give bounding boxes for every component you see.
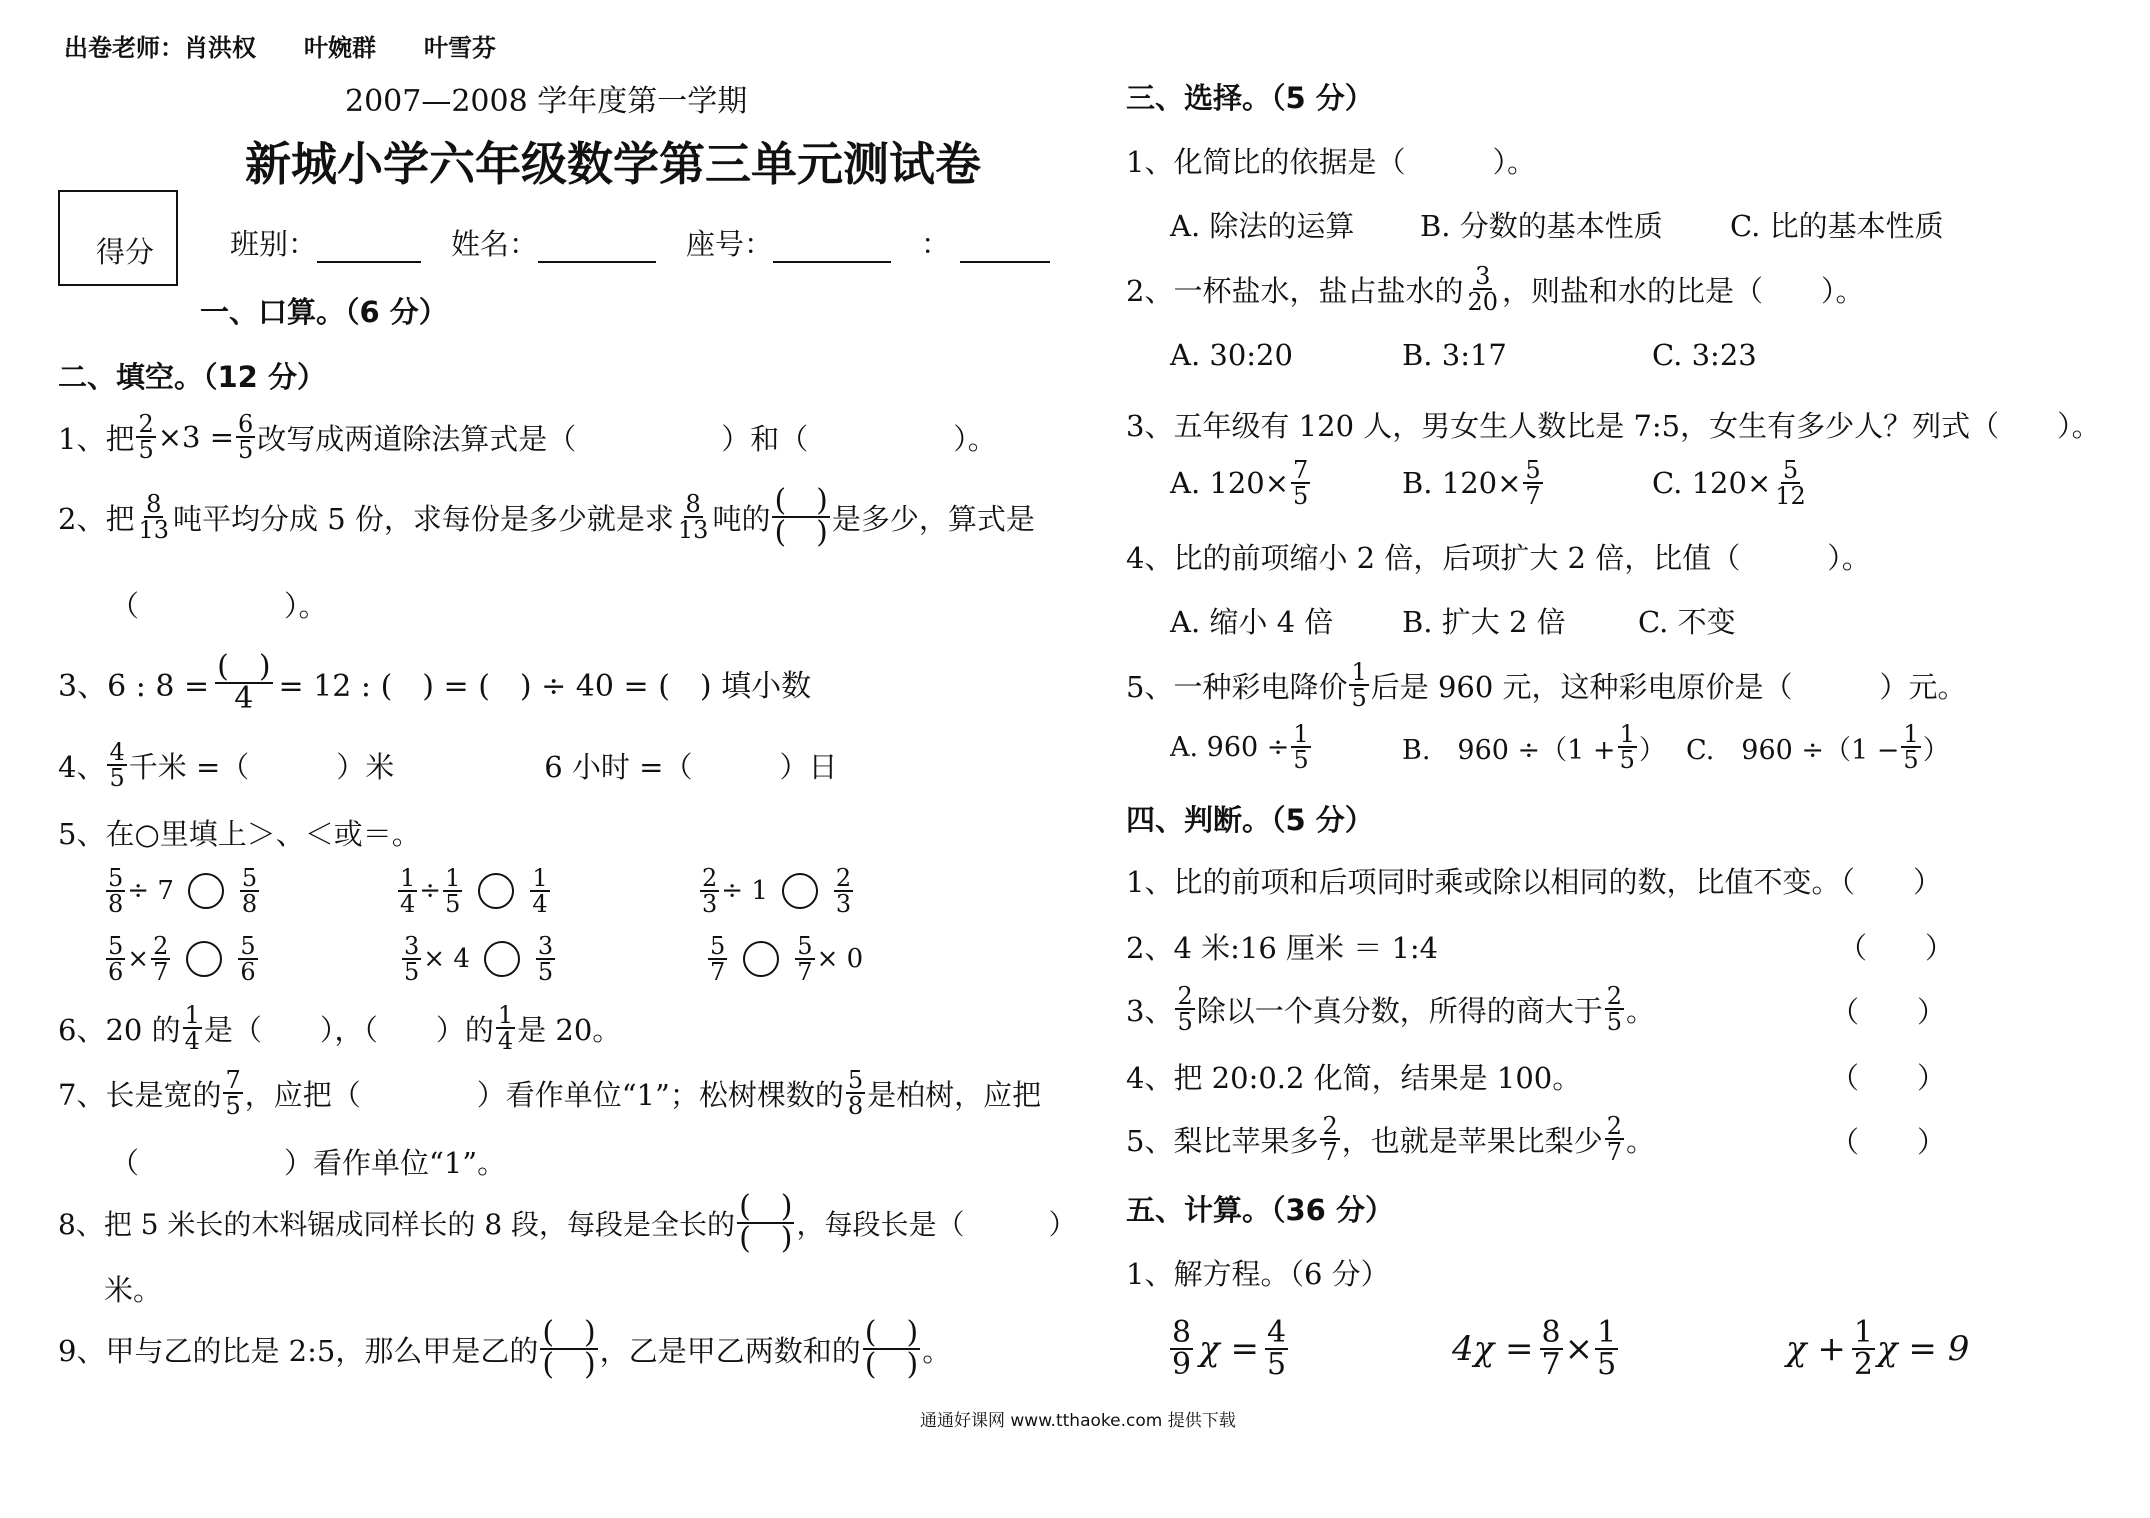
fraction: $\frac{2}{5}$: [1177, 982, 1193, 1036]
judge-q1: 1、比的前项和后项同时乘或除以相同的数，比值不变。（ ）: [1126, 865, 1942, 899]
judge-q2-paren[interactable]: （ ）: [1838, 931, 1955, 965]
option-b[interactable]: B. 扩大 2 倍: [1402, 605, 1566, 639]
judge-q4: 4、把 20:0.2 化简，结果是 100。: [1126, 1061, 1582, 1095]
page-title: 新城小学六年级数学第三单元测试卷: [245, 137, 981, 191]
seat-label: 座号：: [686, 227, 774, 261]
fraction: $\frac{8}{9}$: [1172, 1315, 1192, 1382]
equation-2: 4χ = $\frac{8}{7}$ × $\frac{1}{5}$: [1452, 1315, 1617, 1382]
answer-circle[interactable]: [782, 873, 818, 909]
judge-q4-paren[interactable]: （ ）: [1830, 1061, 1947, 1095]
judge-q5-paren[interactable]: （ ）: [1830, 1125, 1947, 1159]
choice-q5-options: [1170, 722, 1950, 772]
fraction: $\frac{2}{7}$: [1322, 1112, 1338, 1166]
calc-q1: 1、解方程。（6 分）: [1126, 1257, 1390, 1291]
judge-q3: 3、 $\frac{2}{5}$ 除以一个真分数，所得的商大于 $\frac{2}{5}$ 。: [1126, 982, 1656, 1036]
seat-field[interactable]: [773, 231, 891, 263]
judge-q2: 2、4 米:16 厘米 ＝ 1:4: [1126, 931, 1439, 965]
compare-item: $\frac{1}{4}$ ÷ $\frac{1}{5}$ $\frac{1}{4}$: [400, 864, 548, 918]
choice-q2-options: [1170, 338, 1757, 372]
judge-q3-paren[interactable]: （ ）: [1830, 995, 1947, 1029]
fraction: $\frac{4}{5}$: [109, 738, 125, 792]
judge-q5: 5、梨比苹果多 $\frac{2}{7}$ ，也就是苹果比梨少 $\frac{2}{7}$ 。: [1126, 1112, 1656, 1166]
option-a[interactable]: A. 缩小 4 倍: [1170, 605, 1334, 639]
choice-q4-options: [1170, 600, 1736, 641]
name-field[interactable]: [538, 231, 656, 263]
option-b[interactable]: B. 120× $\frac{5}{7}$: [1402, 456, 1541, 510]
compare-item: $\frac{3}{5}$ × 4 $\frac{3}{5}$: [404, 932, 554, 986]
fraction: $\frac{1}{2}$: [1853, 1315, 1873, 1382]
fill-q8: 8、把 5 米长的木料锯成同样长的 8 段，每段是全长的 $\frac{( )}{( )}$ ，每段长是（ ）: [58, 1189, 1077, 1256]
fraction: $\frac{2}{7}$: [1606, 1112, 1623, 1166]
score-box: [58, 190, 178, 286]
compare-item: $\frac{5}{8}$ ÷ 7 $\frac{5}{8}$: [108, 864, 258, 918]
fraction: $\frac{3}{20}$: [1467, 262, 1498, 316]
choice-q4: 4、比的前项缩小 2 倍，后项扩大 2 倍，比值（ ）。: [1126, 541, 1871, 575]
term-line: 2007—2008 学年度第一学期: [345, 84, 748, 119]
teachers-line: 出卷老师：肖洪权 叶婉群 叶雪芬: [64, 34, 496, 62]
option-c[interactable]: C. 不变: [1638, 605, 1736, 639]
blank-fraction[interactable]: $\frac{( )}{( )}$: [864, 1315, 919, 1382]
name-label: 姓名：: [451, 227, 539, 261]
option-b[interactable]: B. 3:17: [1402, 338, 1507, 372]
fill-q8-cont: 米。: [104, 1273, 163, 1307]
fill-q2-answer: （ ）。: [110, 589, 328, 623]
extra-label: ：: [921, 227, 951, 261]
extra-field[interactable]: [960, 231, 1050, 263]
answer-circle[interactable]: [743, 941, 779, 977]
section-oral-heading: 一、口算。（6 分）: [200, 295, 448, 329]
section-calc-heading: 五、计算。（36 分）: [1126, 1193, 1394, 1227]
fill-q1: 1、把 $\frac{2}{5}$ ×3 = $\frac{6}{5}$ 改写成两道除法算式是（ ）和（ ）。: [58, 410, 997, 464]
option-c[interactable]: C. 960 ÷（1 − $\frac{1}{5}$ ）: [1686, 720, 1950, 774]
footer-credit: 通通好课网 www.tthaoke.com 提供下载: [920, 1411, 1236, 1431]
blank-fraction[interactable]: $\frac{( )}{( )}$: [542, 1315, 596, 1382]
answer-circle[interactable]: [186, 941, 222, 977]
class-field[interactable]: [317, 231, 421, 263]
section-choice-heading: 三、选择。（5 分）: [1126, 81, 1374, 115]
blank-fraction[interactable]: $\frac{( )}{( )}$: [739, 1189, 793, 1256]
choice-q3: 3、五年级有 120 人，男女生人数比是 7:5，女生有多少人？列式（ ）。: [1126, 409, 2101, 443]
fraction: $\frac{1}{5}$: [1597, 1315, 1617, 1382]
fraction: $\frac{( )}{4}$: [217, 649, 271, 716]
option-a[interactable]: A. 120× $\frac{7}{5}$: [1170, 456, 1309, 510]
compare-item: $\frac{5}{7}$ $\frac{5}{7}$ × 0: [710, 932, 864, 986]
fill-q7-cont: （ ）看作单位“1”。: [110, 1146, 507, 1180]
option-a[interactable]: A. 30:20: [1170, 338, 1293, 372]
option-a[interactable]: A. 除法的运算: [1170, 209, 1355, 243]
score-label: 得分: [96, 235, 155, 269]
fill-q7: 7、长是宽的 $\frac{7}{5}$ ，应把（ ）看作单位“1”；松树棵数的 $\frac{5}{8}$ 是柏树，应把: [58, 1066, 1042, 1120]
student-info-row: [230, 222, 1050, 263]
fraction: $\frac{7}{5}$: [225, 1066, 241, 1120]
fraction: $\frac{5}{8}$: [847, 1066, 864, 1120]
choice-q1: 1、化简比的依据是（ ）。: [1126, 145, 1536, 179]
fill-q6: 6、20 的 $\frac{1}{4}$ 是（ ），（ ）的 $\frac{1}{4}$ 是 20。: [58, 1001, 622, 1055]
fill-q3: 3、6 : 8 = $\frac{( )}{4}$ = 12 : ( ) = ( ) ÷ 40 = ( ) 填小数: [58, 649, 812, 716]
option-b[interactable]: B. 分数的基本性质: [1420, 209, 1663, 243]
option-a[interactable]: A. 960 ÷ $\frac{1}{5}$: [1170, 720, 1309, 774]
choice-q1-options: [1170, 204, 1944, 245]
fraction: $\frac{4}{5}$: [1267, 1315, 1287, 1382]
equation-3: χ + $\frac{1}{2}$ χ = 9: [1786, 1315, 1970, 1382]
fraction: $\frac{8}{13}$: [138, 490, 169, 544]
fill-q5: 5、在○里填上＞、＜或＝。: [58, 817, 421, 851]
section-judge-heading: 四、判断。（5 分）: [1126, 803, 1374, 837]
fill-q2: 2、把 $\frac{8}{13}$ 吨平均分成 5 份，求每份是多少就是求 $\frac{8}{13}$ 吨的 $\frac{( )}{( )}$ 是多少，算式是: [58, 483, 1035, 550]
answer-circle[interactable]: [478, 873, 514, 909]
choice-q2: 2、一杯盐水，盐占盐水的 $\frac{3}{20}$ ，则盐和水的比是（ ）。: [1126, 262, 1865, 316]
option-c[interactable]: C. 120× $\frac{5}{12}$: [1652, 456, 1806, 510]
option-c[interactable]: C. 3:23: [1652, 338, 1757, 372]
section-fill-heading: 二、填空。（12 分）: [58, 360, 326, 394]
fraction: $\frac{6}{5}$: [238, 410, 254, 464]
fraction: $\frac{2}{5}$: [1606, 982, 1623, 1036]
fraction: $\frac{1}{4}$: [497, 1001, 514, 1055]
compare-item: $\frac{5}{6}$ × $\frac{2}{7}$ $\frac{5}{6}$: [108, 932, 256, 986]
equation-1: $\frac{8}{9}$ χ = $\frac{4}{5}$: [1172, 1315, 1287, 1382]
option-c[interactable]: C. 比的基本性质: [1730, 209, 1944, 243]
option-b[interactable]: B. 960 ÷（1 + $\frac{1}{5}$ ）: [1402, 720, 1666, 774]
fraction: $\frac{2}{5}$: [138, 410, 154, 464]
compare-item: $\frac{2}{3}$ ÷ 1 $\frac{2}{3}$: [702, 864, 852, 918]
answer-circle[interactable]: [188, 873, 224, 909]
fill-q4: 4、 $\frac{4}{5}$ 千米 =（ ）米 6 小时 =（ ）日: [58, 738, 838, 792]
fill-q9: 9、甲与乙的比是 2:5，那么甲是乙的 $\frac{( )}{( )}$ ，乙是甲乙两数和的 $\frac{( )}{( )}$ 。: [58, 1315, 952, 1382]
fraction: $\frac{1}{4}$: [184, 1001, 200, 1055]
fraction: $\frac{8}{7}$: [1541, 1315, 1561, 1382]
class-label: 班别：: [230, 227, 318, 261]
blank-fraction[interactable]: $\frac{( )}{( )}$: [774, 483, 828, 550]
fraction: $\frac{1}{5}$: [1351, 658, 1367, 712]
answer-circle[interactable]: [484, 941, 520, 977]
choice-q5: 5、一种彩电降价 $\frac{1}{5}$ 后是 960 元，这种彩电原价是（ ）元。: [1126, 658, 1967, 712]
choice-q3-options: [1170, 458, 1810, 508]
fraction: $\frac{8}{13}$: [677, 490, 709, 544]
